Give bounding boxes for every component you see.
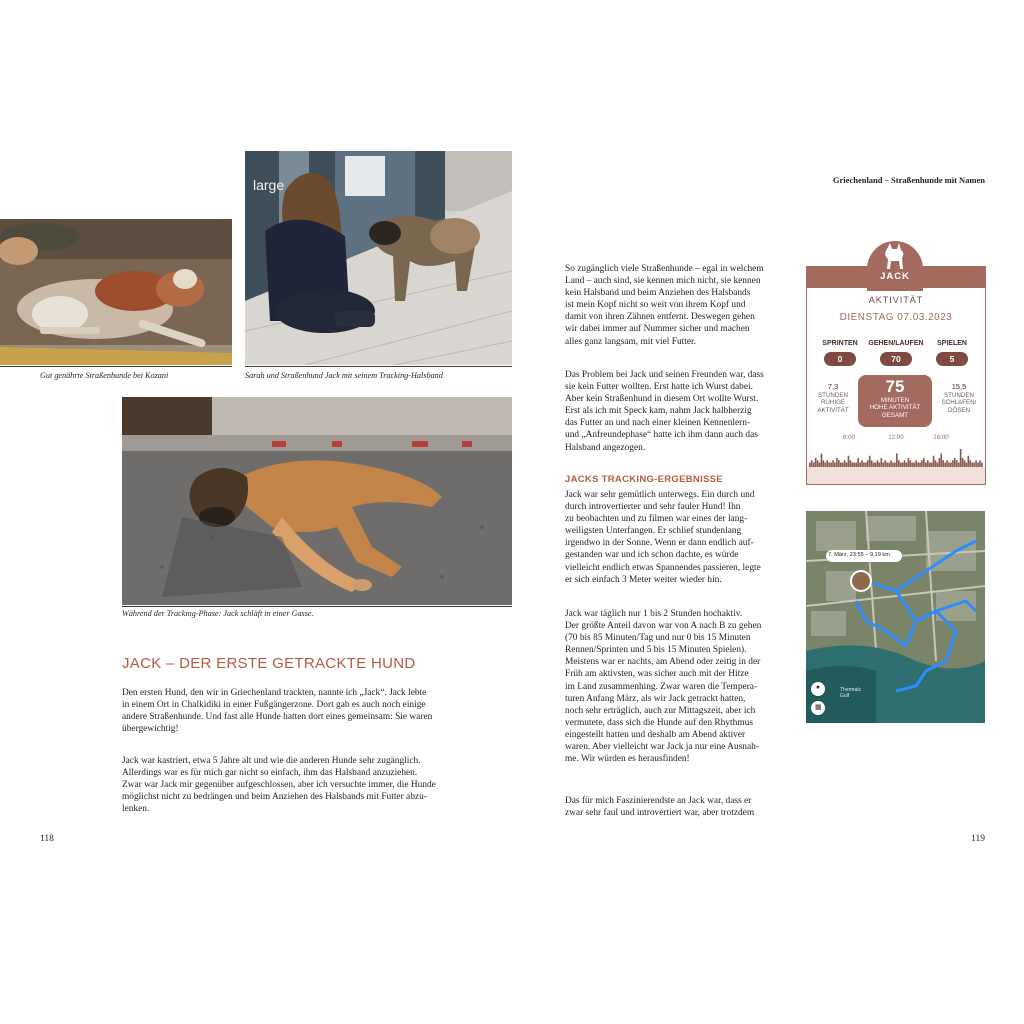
section-heading-jack: JACK – DER ERSTE GETRACKTE HUND <box>122 655 416 672</box>
caption-photo1: Gut genährte Straßenhunde bei Kozani <box>40 371 169 380</box>
right-paragraph-2: Das Problem bei Jack und seinen Freunden war, dass sie kein Futter wollten. Erst hatte ich Wurst dabei. Aber kein Straßenhund in diesem Ort wollte Wurst. Erst als ich mit Speck kam, nahm Jack halbherzig das Futter an und nach einer kleinen Kennenlern- und „Anfreundephase“ hatte ich ihm dann auch das Halsband angezogen. <box>565 370 764 453</box>
activity-bar <box>979 460 981 467</box>
activity-bar <box>921 460 923 467</box>
activity-bar <box>811 460 813 467</box>
activity-bar <box>836 458 838 467</box>
high-activity-text: MINUTEN HOHE AKTIVITÄT GESAMT <box>869 397 921 419</box>
gehen-label: GEHEN/LAUFEN <box>868 340 924 347</box>
activity-bar <box>881 458 883 467</box>
map-place-label: Thermaïc Gulf <box>840 687 862 699</box>
activity-bar <box>975 460 977 467</box>
right-paragraph-1: So zugänglich viele Straßenhunde – egal in welchem Land – auch sind, sie kennen mich nicht, sie kennen kein Halsband und beim Anziehen des Halsbands ist mein Kopf nicht so weit von ihrem Kopf und damit von ihren Zähnen entfernt. Deswegen gehen wir dabei immer auf Nummer sicher und machen alles ganz langsam, mit viel Futter. <box>565 264 764 347</box>
page-number-right: 119 <box>971 834 985 844</box>
activity-bar <box>908 458 910 467</box>
right-paragraph-5: Das für mich Faszinierendste an Jack war, dass er zwar sehr faul und introvertiert war, aber trotzdem <box>565 796 755 819</box>
activity-bar <box>850 460 852 467</box>
gps-track-map <box>806 511 985 723</box>
activity-bar <box>964 460 966 467</box>
activity-bar <box>857 458 859 467</box>
storefront-sign-text: large <box>253 177 285 193</box>
time-18: 18:00 <box>933 434 949 441</box>
photo3-rule <box>122 606 512 607</box>
activity-bar <box>844 460 846 467</box>
tracker-dog-name: JACK <box>880 271 910 282</box>
right-paragraph-3: Jack war sehr gemütlich unterwegs. Ein durch und durch introvertierter und sehr fauler Hund! Ihn zu beobachten und zu filmen war eines der lang- weiligsten Unterfangen. Er schlief stundenlang irgendwo in der Sonne. Wenn er dann endlich auf- gestanden war und ich schon dachte, es würde vielleicht endlich etwas Spannendes passieren, legte er sich einfach 3 Meter weiter wieder hin. <box>565 490 761 585</box>
tracker-section-label: AKTIVITÄT <box>868 295 924 305</box>
photo2-rule <box>245 366 512 367</box>
activity-bar <box>946 460 948 467</box>
activity-bar <box>896 454 898 468</box>
map-layers-icon[interactable]: ▦ <box>815 703 822 711</box>
activity-bar <box>838 460 840 467</box>
activity-tracker-card <box>806 266 986 485</box>
activity-bar <box>867 460 869 467</box>
activity-bar <box>939 458 941 467</box>
activity-bar <box>935 460 937 467</box>
activity-bar <box>940 454 942 468</box>
activity-bar <box>898 460 900 467</box>
activity-bar <box>848 456 850 467</box>
activity-bar <box>956 460 958 467</box>
tracker-date: DIENSTAG 07.03.2023 <box>839 312 953 323</box>
caption-photo2: Sarah und Straßenhund Jack mit seinem Tracking-Halsband <box>245 371 443 380</box>
spielen-value: 5 <box>936 352 968 366</box>
caption-photo3: Während der Tracking-Phase: Jack schläft in einer Gasse. <box>122 609 314 618</box>
photo-jack-sleeping <box>122 397 512 605</box>
activity-bar <box>821 454 823 468</box>
activity-bar <box>890 460 892 467</box>
activity-bar <box>952 460 954 467</box>
quiet-activity-text: STUNDEN RUHIGE AKTIVITÄT <box>817 392 849 414</box>
activity-bar <box>826 460 828 467</box>
activity-bar <box>915 460 917 467</box>
activity-bar <box>910 460 912 467</box>
activity-bar <box>884 460 886 467</box>
activity-bar <box>815 458 817 467</box>
photo-dogs-kozani <box>0 219 232 365</box>
page-number-left: 118 <box>40 834 54 844</box>
gehen-value: 70 <box>880 352 912 366</box>
activity-bar <box>927 460 929 467</box>
sleep-value: 15,5 <box>951 382 967 391</box>
activity-bar <box>904 460 906 467</box>
activity-bar <box>869 456 871 467</box>
map-route-label: 7. März, 23:55 – 9,19 km <box>828 552 890 558</box>
activity-bar <box>962 458 964 467</box>
activity-bar <box>832 460 834 467</box>
photo-sarah-and-jack <box>245 151 512 365</box>
time-6: 6:00 <box>842 434 856 441</box>
activity-bar <box>954 458 956 467</box>
quiet-activity-value: 7,3 <box>827 382 839 391</box>
activity-bar <box>871 460 873 467</box>
sleep-text: STUNDEN SCHLAFEN/ DÖSEN <box>941 392 977 414</box>
time-12: 12:00 <box>888 434 904 441</box>
spielen-label: SPIELEN <box>937 340 967 347</box>
card-footer-band <box>807 467 985 484</box>
high-activity-value: 75 <box>885 377 905 396</box>
activity-timeline-graph <box>809 445 983 467</box>
map-location-pin-icon[interactable]: ● <box>815 683 821 691</box>
subheading-tracking-results: JACKS TRACKING-ERGEBNISSE <box>565 474 723 485</box>
right-paragraph-4: Jack war täglich nur 1 bis 2 Stunden hochaktiv. Der größte Anteil davon war von A nach B zu gehen (70 bis 85 Minuten/Tag und nur 0 bis 15 Minuten Rennen/Sprinten und 5 bis 15 Minuten Spielen). Meistens war er nachts, am Abend oder zeitig in der Früh am aktivsten, was sicher auch mit der Hitze im Land zusammenhing. Zwar waren die Tempera- turen Anfang März, als wir Jack getrackt hatten, noch sehr erträglich, auch zur Mittagszeit, aber ich vermutete, dass sich die Hunde auf den Rhythmus eingestellt hatten und deshalb am Abend aktiver waren. Aber vielleicht war Jack ja nur eine Ausnah- me. Wir würden es herausfinden! <box>565 609 762 765</box>
left-paragraph-2: Jack war kastriert, etwa 5 Jahre alt und wie die anderen Hunde sehr zugänglich. Allerdings war es für mich gar nicht so einfach, ihm das Halsband anzuziehen. Zwar war Jack mir gegenüber aufgeschlossen, aber ich versuchte immer, die Hunde möglichst nicht zu bedrängen und beim Anziehen des Halsbands mit Futter abzu- lenken. <box>122 756 436 815</box>
sprinten-value: 0 <box>824 352 856 366</box>
activity-bar <box>823 460 825 467</box>
activity-bar <box>933 456 935 467</box>
jack-badge <box>865 235 925 295</box>
activity-bar <box>877 460 879 467</box>
sprinten-label: SPRINTEN <box>822 340 858 347</box>
activity-bar <box>923 458 925 467</box>
activity-bar <box>969 460 971 467</box>
activity-bar <box>968 456 970 467</box>
photo1-rule <box>0 366 232 367</box>
activity-bar <box>960 449 962 467</box>
activity-bar <box>942 460 944 467</box>
left-paragraph-1: Den ersten Hund, den wir in Griechenland trackten, nannte ich „Jack“. Jack lebte in einem Ort in Chalkidiki in einer Fußgängerzone. Dort gab es auch noch einige andere Straßenhunde. Und fast alle Hunde hatten dort eines gemeinsam: Sie waren übergewichtig! <box>122 688 433 735</box>
activity-bar <box>817 460 819 467</box>
running-title: Griechenland – Straßenhunde mit Namen <box>832 175 985 185</box>
activity-bar <box>861 460 863 467</box>
